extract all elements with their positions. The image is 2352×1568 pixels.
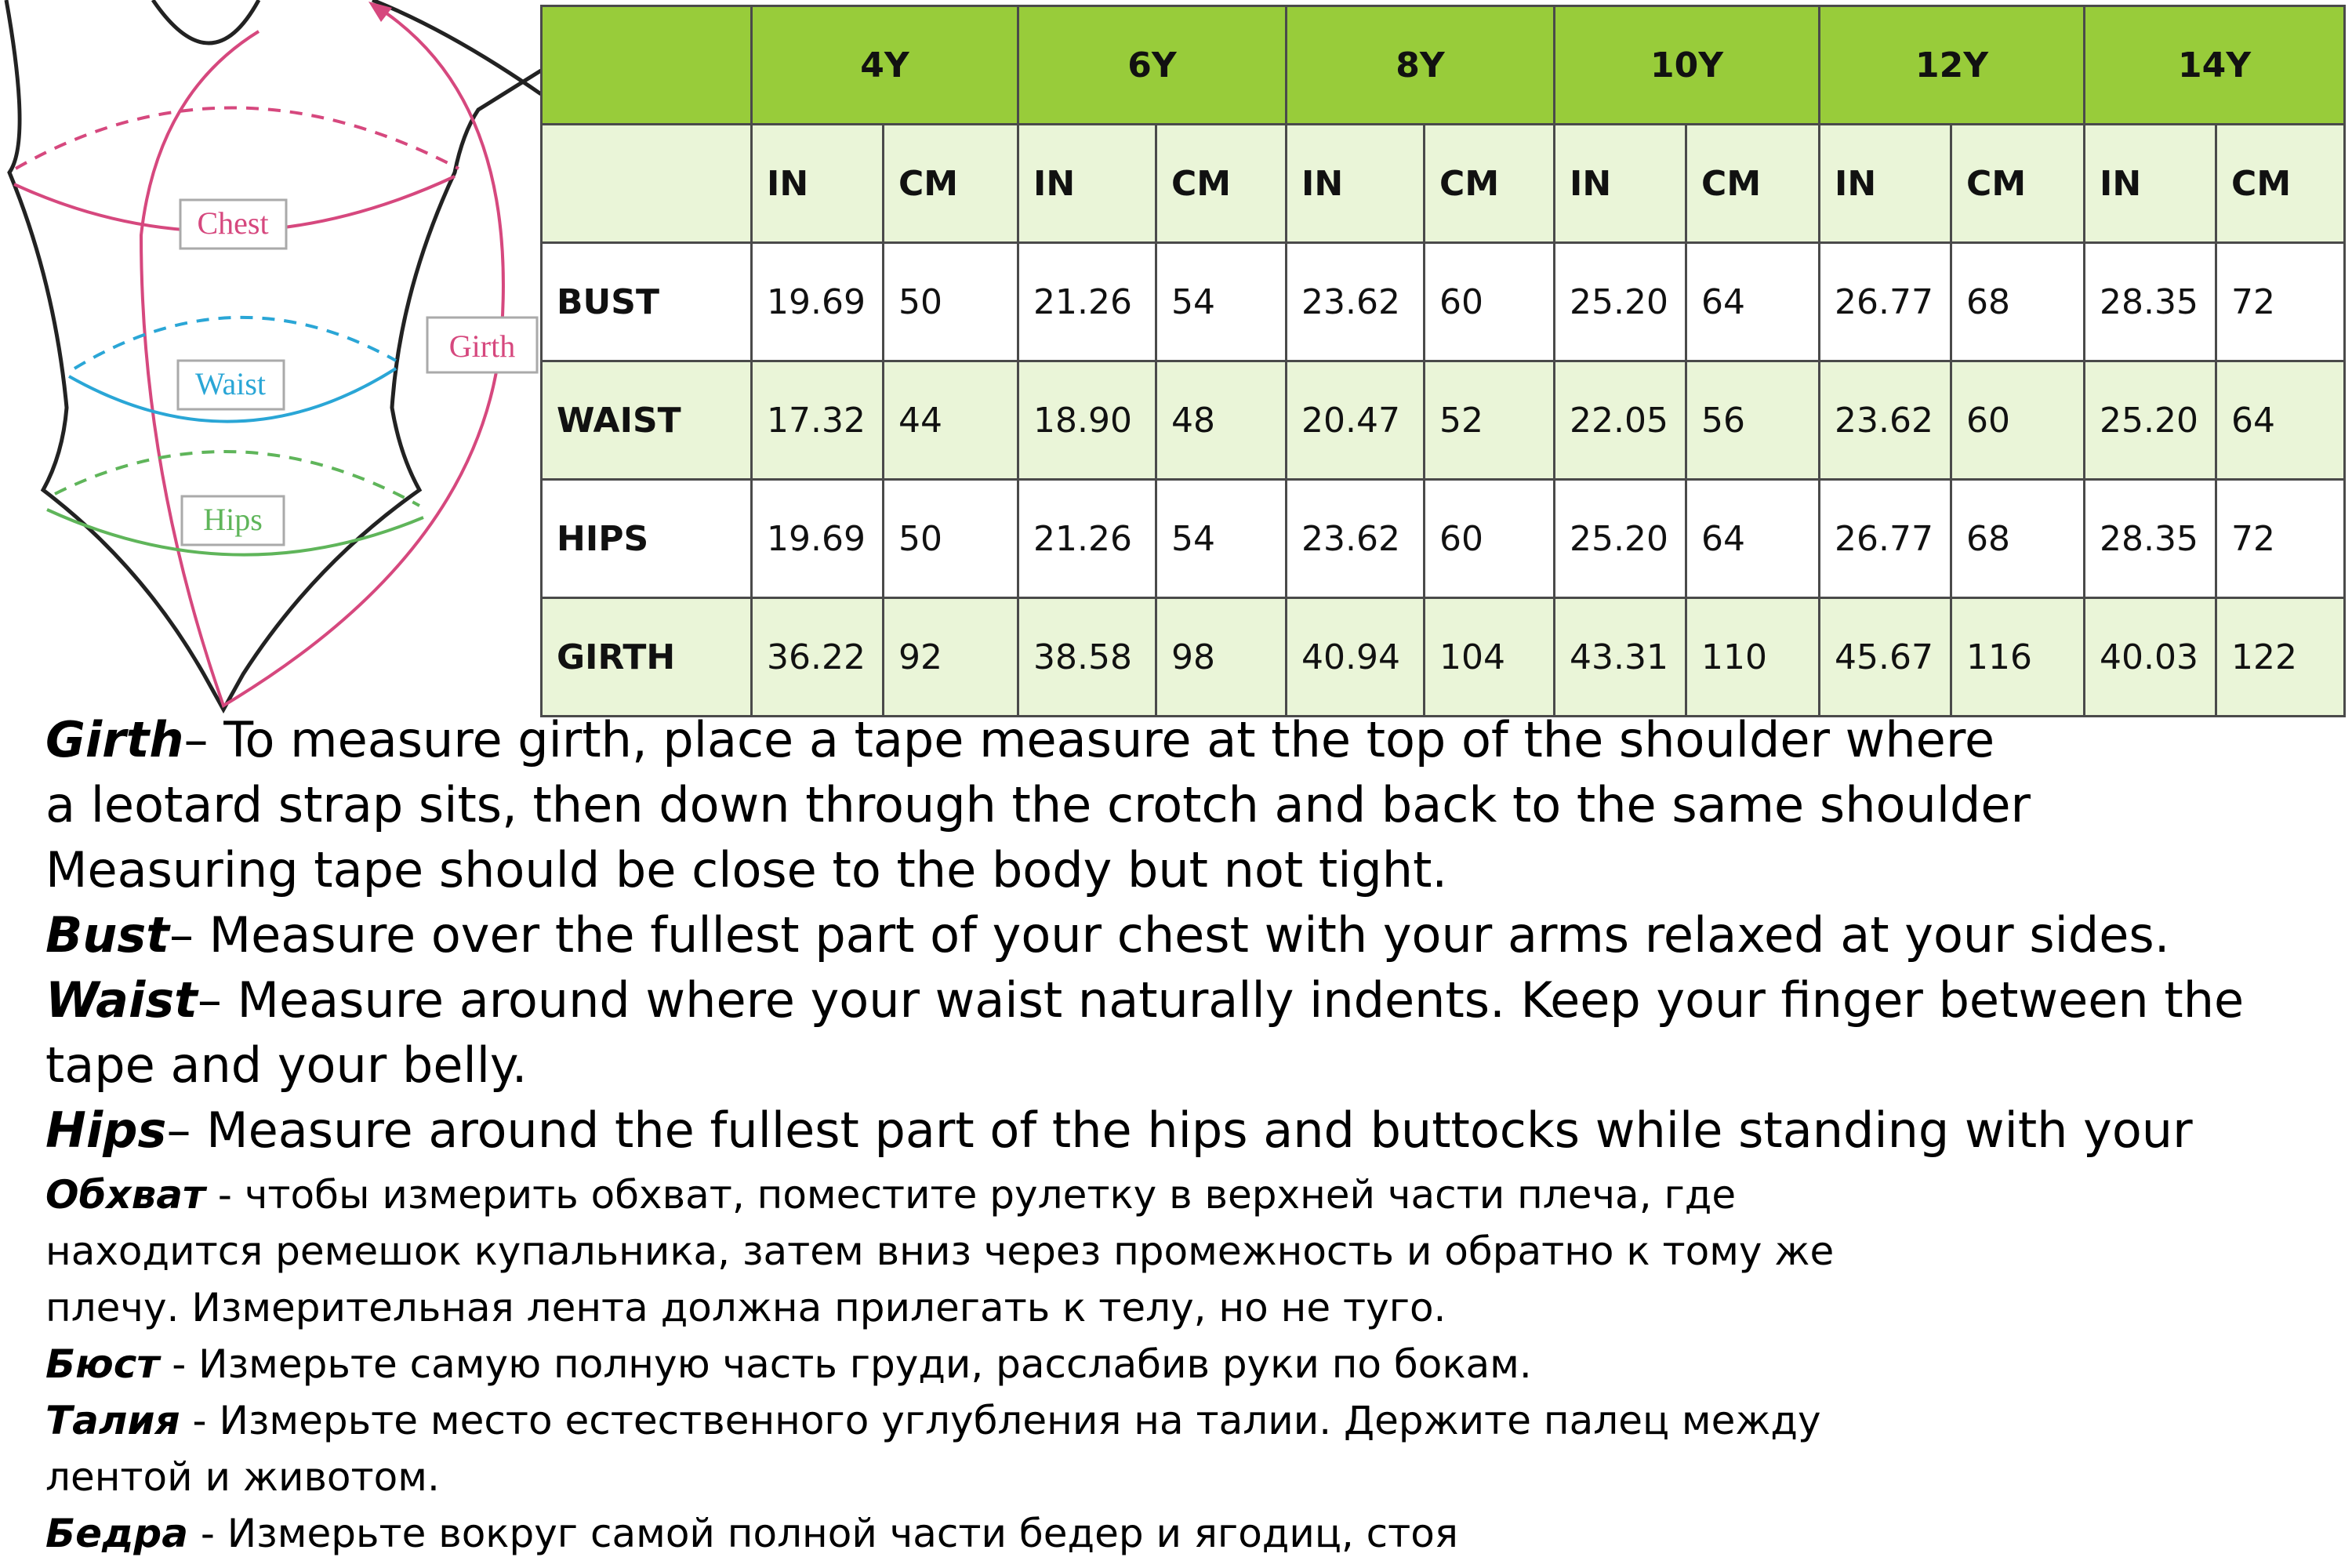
ru-girth-instruction-line-3: плечу. Измерительная лента должна прилегать к телу, но не туго.	[45, 1285, 1446, 1330]
girth-instruction-line-2: a leotard strap sits, then down through the crotch and back to the same shoulder	[45, 776, 2031, 833]
table-row-hips	[542, 480, 2345, 598]
waist-label: Waist	[194, 366, 267, 401]
unit-cell: IN	[1555, 125, 1686, 243]
waist-term: Waist	[45, 971, 198, 1029]
table-cell: 98	[1156, 598, 1287, 717]
table-row-girth	[542, 598, 2345, 717]
table-cell: 44	[884, 361, 1018, 480]
ru-waist-term: Талия	[45, 1398, 180, 1443]
table-cell: 68	[1951, 243, 2085, 361]
ru-waist-instruction-line-1	[45, 1392, 1821, 1449]
table-cell: 54	[1156, 480, 1287, 598]
table-cell: 18.90	[1018, 361, 1156, 480]
unit-cell: CM	[2216, 125, 2345, 243]
row-label: HIPS	[542, 480, 752, 598]
table-cell: 116	[1951, 598, 2085, 717]
table-cell: 64	[2216, 361, 2345, 480]
table-cell: 50	[884, 480, 1018, 598]
table-cell: 64	[1686, 243, 1820, 361]
hips-term: Hips	[45, 1102, 167, 1159]
hips-instruction	[45, 1098, 2193, 1163]
size-header-cell: 12Y	[1820, 6, 2085, 125]
table-cell: 72	[2216, 243, 2345, 361]
table-cell: 36.22	[752, 598, 884, 717]
table-cell: 19.69	[752, 243, 884, 361]
ru-hips-instruction	[45, 1505, 1458, 1562]
table-cell: 25.20	[2085, 361, 2216, 480]
table-cell: 48	[1156, 361, 1287, 480]
leotard-measurement-diagram	[0, 0, 549, 721]
waist-instruction-line-1	[45, 967, 2244, 1033]
table-cell: 52	[1425, 361, 1555, 480]
bust-text: – Measure over the fullest part of your chest with your arms relaxed at your sides.	[169, 906, 2170, 964]
size-header-cell: 10Y	[1555, 6, 1820, 125]
table-cell: 21.26	[1018, 480, 1156, 598]
table-row-bust	[542, 243, 2345, 361]
girth-text: – To measure girth, place a tape measure at the top of the shoulder where	[183, 711, 1995, 768]
ru-bust-term: Бюст	[45, 1341, 160, 1387]
girth-term: Girth	[45, 711, 184, 768]
table-cell: 72	[2216, 480, 2345, 598]
unit-cell: IN	[1287, 125, 1425, 243]
table-cell: 54	[1156, 243, 1287, 361]
unit-cell: IN	[1018, 125, 1156, 243]
table-cell: 56	[1686, 361, 1820, 480]
table-cell: 26.77	[1820, 480, 1951, 598]
row-label: BUST	[542, 243, 752, 361]
ru-girth-instruction-line-1	[45, 1167, 1736, 1223]
corner-cell	[542, 6, 752, 125]
ru-waist-text: - Измерьте место естественного углубления на талии. Держите палец между	[180, 1398, 1821, 1443]
size-header-cell: 4Y	[752, 6, 1018, 125]
ru-bust-text: - Измерьте самую полную часть груди, расслабив руки по бокам.	[159, 1341, 1532, 1387]
table-row-waist	[542, 361, 2345, 480]
girth-instruction-line-1	[45, 707, 1994, 773]
table-cell: 38.58	[1018, 598, 1156, 717]
bust-instruction	[45, 902, 2169, 968]
table-cell: 26.77	[1820, 243, 1951, 361]
table-cell: 17.32	[752, 361, 884, 480]
table-cell: 40.94	[1287, 598, 1425, 717]
table-cell: 23.62	[1820, 361, 1951, 480]
waist-text: – Measure around where your waist naturally indents. Keep your finger between the	[197, 971, 2245, 1029]
waist-instruction-line-2: tape and your belly.	[45, 1036, 528, 1094]
blank-cell	[542, 125, 752, 243]
table-cell: 25.20	[1555, 480, 1686, 598]
table-cell: 60	[1425, 243, 1555, 361]
ru-girth-text: - чтобы измерить обхват, поместите рулетку в верхней части плеча, где	[205, 1172, 1737, 1218]
row-label: GIRTH	[542, 598, 752, 717]
size-chart-table	[540, 5, 2346, 717]
unit-cell: CM	[1425, 125, 1555, 243]
unit-cell: CM	[1951, 125, 2085, 243]
table-cell: 60	[1425, 480, 1555, 598]
table-cell: 43.31	[1555, 598, 1686, 717]
table-cell: 23.62	[1287, 480, 1425, 598]
table-cell: 92	[884, 598, 1018, 717]
unit-cell: IN	[752, 125, 884, 243]
table-cell: 22.05	[1555, 361, 1686, 480]
unit-cell: CM	[1686, 125, 1820, 243]
unit-header-row	[542, 125, 2345, 243]
table-cell: 28.35	[2085, 480, 2216, 598]
table-cell: 110	[1686, 598, 1820, 717]
table-cell: 40.03	[2085, 598, 2216, 717]
size-header-cell: 8Y	[1287, 6, 1555, 125]
girth-instruction-line-3: Measuring tape should be close to the body but not tight.	[45, 841, 1448, 898]
ru-hips-text: - Измерьте вокруг самой полной части бедер и ягодиц, стоя	[187, 1511, 1458, 1556]
ru-bust-instruction	[45, 1336, 1532, 1392]
chest-arrow-line	[16, 108, 459, 169]
unit-cell: CM	[1156, 125, 1287, 243]
table-cell: 20.47	[1287, 361, 1425, 480]
table-cell: 28.35	[2085, 243, 2216, 361]
table-cell: 21.26	[1018, 243, 1156, 361]
table-cell: 50	[884, 243, 1018, 361]
table-cell: 60	[1951, 361, 2085, 480]
hips-text: – Measure around the fullest part of the hips and buttocks while standing with your	[166, 1102, 2193, 1159]
bust-term: Bust	[45, 906, 169, 964]
table-cell: 64	[1686, 480, 1820, 598]
table-cell: 45.67	[1820, 598, 1951, 717]
hips-label: Hips	[203, 502, 263, 537]
table-cell: 19.69	[752, 480, 884, 598]
table-cell: 122	[2216, 598, 2345, 717]
ru-hips-term: Бедра	[45, 1511, 188, 1556]
row-label: WAIST	[542, 361, 752, 480]
ru-waist-instruction-line-2: лентой и животом.	[45, 1454, 440, 1500]
size-header-cell: 14Y	[2085, 6, 2345, 125]
table-cell: 25.20	[1555, 243, 1686, 361]
table-cell: 104	[1425, 598, 1555, 717]
girth-label: Girth	[448, 328, 516, 364]
unit-cell: IN	[1820, 125, 1951, 243]
ru-girth-instruction-line-2: находится ремешок купальника, затем вниз через промежность и обратно к тому же	[45, 1229, 1835, 1274]
size-header-row	[542, 6, 2345, 125]
size-header-cell: 6Y	[1018, 6, 1287, 125]
unit-cell: CM	[884, 125, 1018, 243]
ru-girth-term: Обхват	[45, 1172, 206, 1218]
chest-label: Chest	[197, 205, 269, 241]
unit-cell: IN	[2085, 125, 2216, 243]
table-cell: 23.62	[1287, 243, 1425, 361]
table-cell: 68	[1951, 480, 2085, 598]
